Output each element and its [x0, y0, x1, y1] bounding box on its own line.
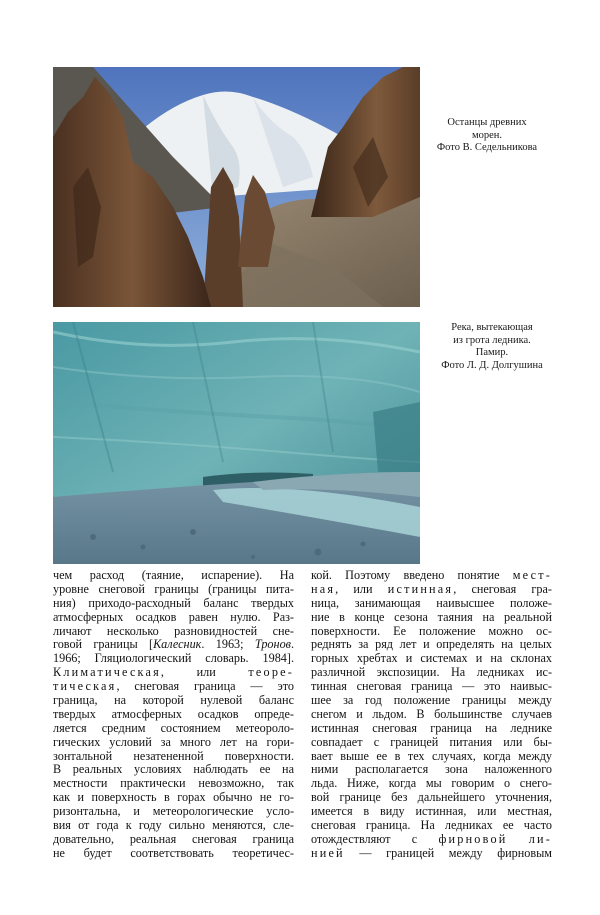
text-line	[311, 736, 552, 750]
text-line	[311, 597, 552, 611]
text-line	[311, 763, 552, 777]
text-line	[311, 791, 552, 805]
spaced-term: Климатическая	[53, 666, 161, 680]
italic-citation: Тронов	[254, 638, 291, 652]
caption-line: Фото Л. Д. Долгушина	[441, 359, 543, 371]
text-run: , снеговая гра-	[453, 582, 552, 596]
text-run: гических условий за много лет на гори-	[53, 735, 294, 749]
text-run: не будет соответствовать теоретичес-	[53, 846, 294, 860]
text-line	[53, 791, 294, 805]
text-run: ними располагается зона наложенного	[311, 763, 552, 777]
text-run: вает выше ее в тех случаях, когда между	[311, 749, 552, 763]
text-run: тинная снеговая граница — это наивыс-	[311, 680, 552, 694]
text-line	[53, 708, 294, 722]
text-line	[311, 611, 552, 625]
glacier-river-photo	[53, 322, 420, 564]
text-line	[53, 583, 294, 597]
spaced-term: ли-	[528, 832, 552, 846]
text-line	[311, 750, 552, 764]
spaced-term: ная	[311, 582, 336, 596]
text-run: ния) приходо-расходный баланс твердых	[53, 596, 294, 610]
text-line	[311, 625, 552, 639]
text-line	[53, 736, 294, 750]
spaced-term: тическая	[53, 680, 117, 694]
text-line	[53, 777, 294, 791]
text-run: — границей между фирновым	[344, 846, 552, 860]
caption-line: Фото В. Седельникова	[436, 142, 538, 154]
text-line	[53, 763, 294, 777]
text-line	[311, 583, 552, 597]
glacier-photo-caption	[422, 322, 562, 372]
text-run: шее за год положение границы между	[311, 694, 552, 708]
text-run: , снеговая граница — это	[116, 680, 294, 694]
text-run: атмосферных осадков равен нулю. Раз-	[53, 610, 294, 624]
text-run: совпадает с границей питания или бы-	[311, 735, 552, 749]
text-run: говой границы [	[53, 638, 154, 652]
spaced-term: теоре-	[248, 666, 294, 680]
caption-line: Останцы древних	[447, 117, 527, 128]
text-line	[311, 708, 552, 722]
caption-line: Памир.	[475, 347, 509, 359]
text-run: истинная снеговая граница на леднике	[311, 721, 552, 735]
text-run: снегом и льдом. В большинстве случаев	[311, 707, 552, 721]
text-run: ризонтальна, и метеорологические усло-	[53, 805, 294, 819]
text-run: , или	[335, 582, 388, 596]
text-run: имеется в виду истинная, или местная,	[311, 805, 552, 819]
text-line	[311, 569, 552, 583]
text-line	[53, 597, 294, 611]
text-run: отождествляют с	[311, 832, 439, 846]
text-line	[311, 805, 552, 819]
text-line	[311, 847, 552, 861]
text-run: твердых атмосферных осадков опреде-	[53, 707, 294, 721]
text-line	[53, 666, 294, 680]
text-line	[311, 638, 552, 652]
text-line	[311, 777, 552, 791]
text-line	[311, 694, 552, 708]
text-run: граница, на которой нулевой баланс	[53, 694, 294, 708]
text-line	[53, 722, 294, 736]
text-line	[311, 819, 552, 833]
text-line	[53, 625, 294, 639]
article-right-column	[311, 569, 552, 861]
text-line	[311, 666, 552, 680]
text-run: как и поверхность в горах обычно не го-	[53, 791, 294, 805]
text-run: В реальных условиях наблюдать ее на	[53, 763, 294, 777]
spaced-term: истинная	[387, 582, 454, 596]
text-line	[53, 805, 294, 819]
text-run: личают несколько разновидностей сне-	[53, 624, 294, 638]
caption-line: морен.	[471, 129, 503, 141]
text-run: снеговая граница. На ледниках ее часто	[311, 819, 552, 833]
text-run	[507, 833, 528, 846]
text-line	[53, 819, 294, 833]
article-left-column	[53, 569, 294, 861]
text-run: зонтальной незатененной поверхности.	[53, 749, 294, 763]
spaced-term: нией	[311, 846, 345, 860]
text-line	[53, 694, 294, 708]
spaced-term: мест-	[512, 569, 552, 582]
text-run: кой. Поэтому введено понятие	[311, 569, 513, 582]
text-run: льда. Ниже, когда мы говорим о снего-	[311, 777, 552, 791]
text-line	[311, 680, 552, 694]
text-run: ница, занимающая наивысшее положе-	[311, 596, 552, 610]
text-line	[311, 833, 552, 847]
text-run: . 1963;	[201, 638, 255, 652]
caption-line: Река, вытекающая	[451, 322, 533, 333]
text-run: , или	[160, 666, 249, 680]
text-line	[53, 569, 294, 583]
text-run: горных хребтах и системах и на склонах	[311, 652, 552, 666]
text-line	[53, 750, 294, 764]
text-run: ние в конце сезона таяния на реальной	[311, 610, 552, 624]
moraine-photo-caption	[422, 117, 552, 155]
text-run: местности практически невозможно, так	[53, 777, 294, 791]
text-run: чем расход (таяние, испарение). На	[53, 569, 294, 582]
text-run: реднять за ряд лет и определять на целых	[311, 638, 552, 652]
caption-line: из грота ледника.	[453, 334, 531, 346]
text-line	[53, 680, 294, 694]
text-line	[53, 611, 294, 625]
text-line	[311, 722, 552, 736]
text-line	[53, 638, 294, 652]
text-run: поверхности. Ее положение можно ос-	[311, 624, 552, 638]
text-run: вия от года к году сильно меняются, сле-	[53, 819, 294, 833]
text-line	[53, 847, 294, 861]
text-line	[53, 652, 294, 666]
text-run: довательно, реальная снеговая граница	[53, 832, 294, 846]
text-line	[53, 833, 294, 847]
spaced-term: фирновой	[438, 832, 508, 846]
text-run: .	[290, 638, 294, 652]
text-line	[311, 652, 552, 666]
italic-citation: Калесник	[153, 638, 202, 652]
text-run: 1966; Гляциологический словарь. 1984].	[53, 652, 294, 666]
text-run: вой границе без дальнейшего уточнения,	[311, 791, 552, 805]
text-run: различной экспозиции. На ледниках ис-	[311, 666, 552, 680]
text-run: ляется средним состоянием метеороло-	[53, 721, 294, 735]
moraine-photo	[53, 67, 420, 307]
text-run: уровне снеговой границы (границы пита-	[53, 582, 294, 596]
